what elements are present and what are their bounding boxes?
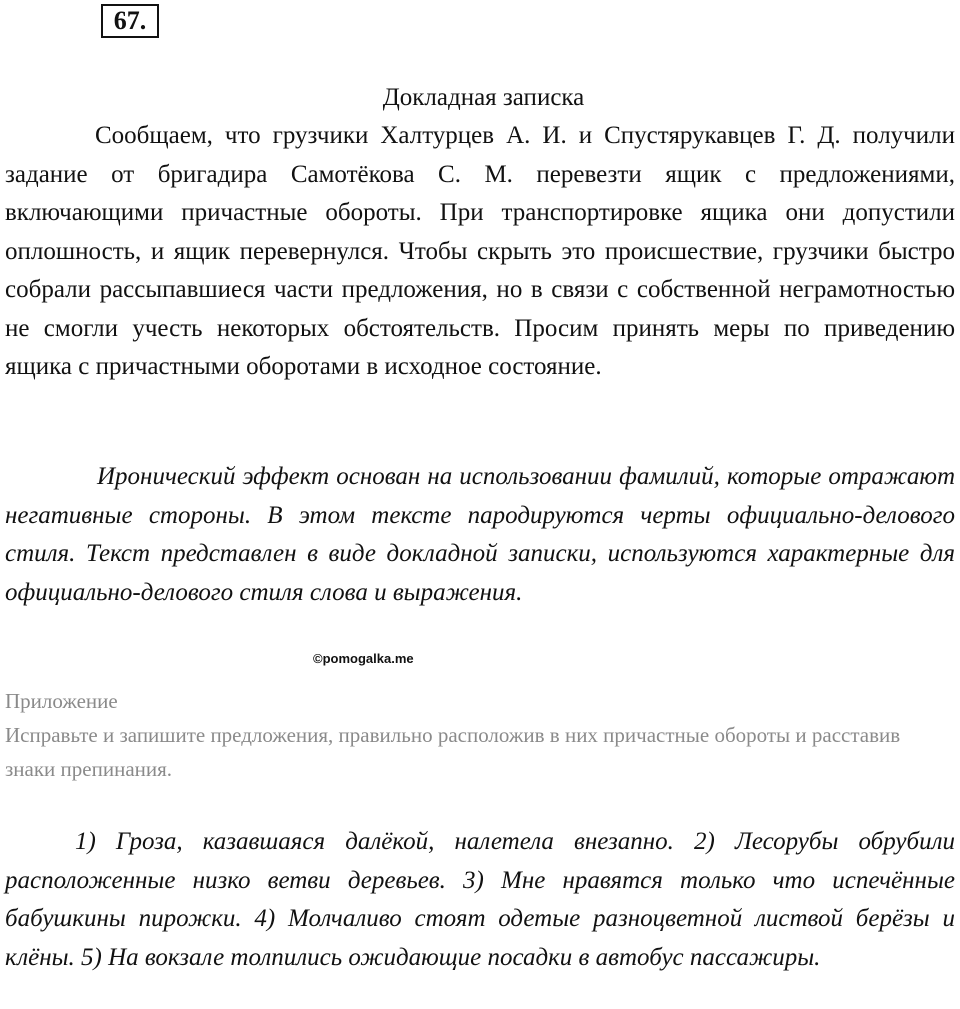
task-number-box: 67.	[101, 4, 159, 38]
appendix-task: Исправьте и запишите предложения, правильно расположив в них причастные обороты и расставив знаки препинания.	[5, 723, 901, 781]
memo-body: Сообщаем, что грузчики Халтурцев А. И. и Спустярукавцев Г. Д. получили задание от бригадира Самотёкова С. М. перевезти ящик с предложениями, включающими причастные обороты. При транспортировке ящика они допустили оплошность, и ящик перевернулся. Чтобы скрыть это происшествие, грузчики быстро собрали рассыпавшиеся части предложения, но в связи с собственной неграмотностью не смогли учесть некоторых обстоятельств. Просим принять меры по приведению ящика с причастными оборотами в исходное состояние.	[5, 122, 955, 380]
exercise-sentences: 1) Гроза, казавшаяся далёкой, налетела внезапно. 2) Лесорубы обрубили расположенные низко ветви деревьев. 3) Мне нравятся только что испечённые бабушкины пирожки. 4) Молчаливо стоят одетые разноцветной листвой берёзы и клёны. 5) На вокзале толпились ожидающие посадки в автобус пассажиры.	[5, 828, 955, 971]
memo-title: Докладная записка	[382, 84, 585, 111]
appendix-title: Приложение	[5, 689, 118, 713]
watermark: ©pomogalka.me	[313, 651, 414, 666]
analysis-text: Иронический эффект основан на использовании фамилий, которые отражают негативные стороны. В этом тексте пародируются черты официально-делового стиля. Текст представлен в виде докладной записки, используются характерные для официально-делового стиля слова и выражения.	[5, 463, 955, 606]
